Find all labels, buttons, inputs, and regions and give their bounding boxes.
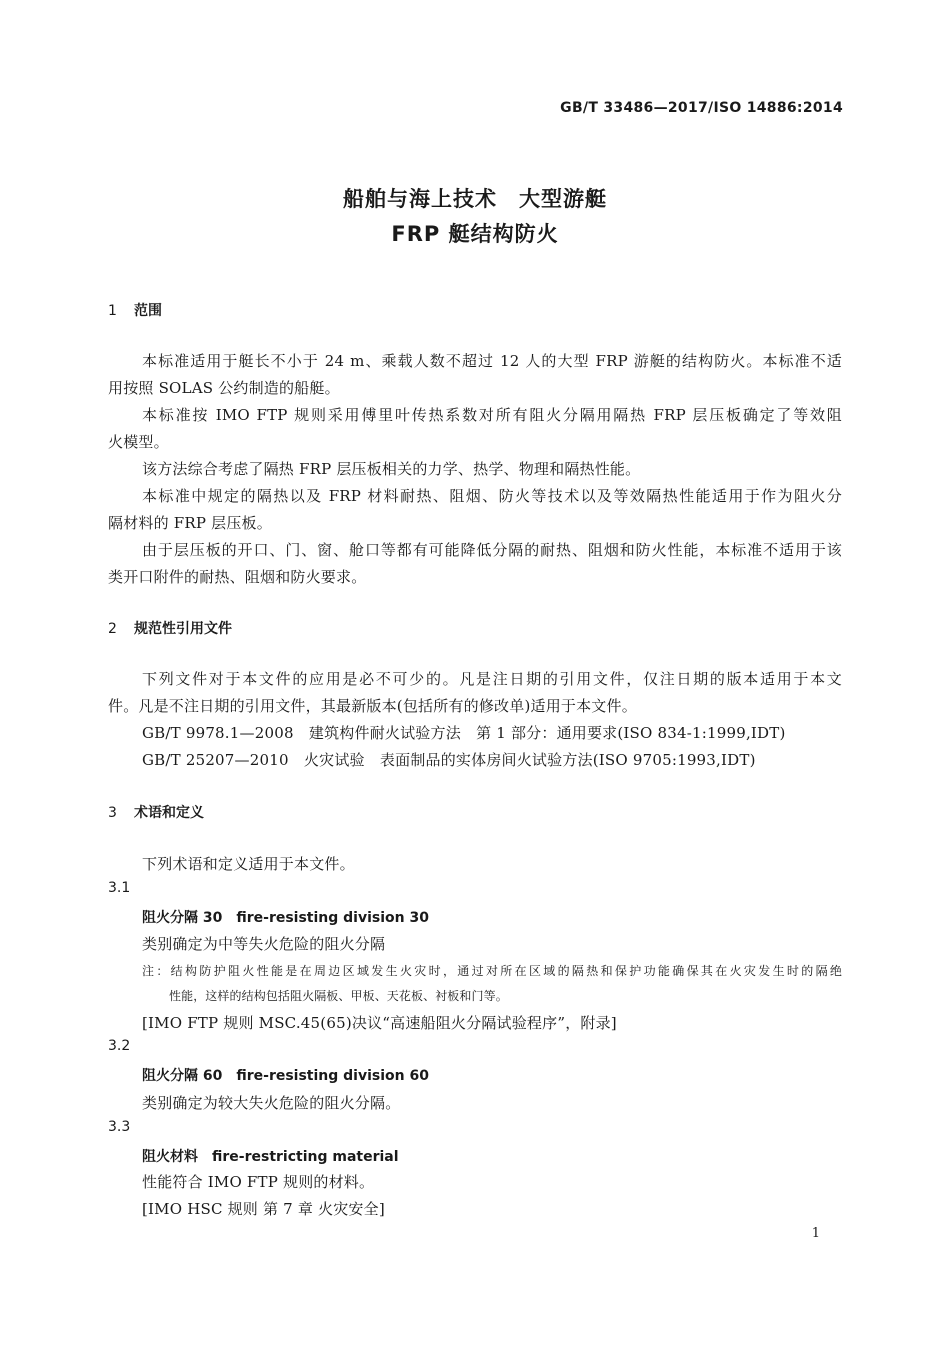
term-note: 注：结构防护阻火性能是在周边区域发生火灾时，通过对所在区域的隔热和保护功能确保其在火灾发生时的隔绝	[142, 964, 842, 978]
paragraph: 火模型。	[108, 433, 169, 451]
section-title: 规范性引用文件	[134, 621, 232, 637]
section-3-heading	[108, 802, 204, 822]
reference-item: GB/T 25207—2010 火灾试验 表面制品的实体房间火试验方法(ISO 9705:1993,IDT)	[142, 751, 756, 769]
section-title: 术语和定义	[134, 805, 204, 821]
standard-code-header: GB/T 33486—2017/ISO 14886:2014	[560, 100, 843, 116]
clause-number: 3.1	[108, 880, 131, 896]
paragraph: 隔材料的 FRP 层压板。	[108, 514, 272, 532]
section-number: 1	[108, 303, 117, 319]
clause-number: 3.2	[108, 1038, 131, 1054]
paragraph: 由于层压板的开口、门、窗、舱口等都有可能降低分隔的耐热、阻烟和防火性能，本标准不适用于该	[142, 541, 842, 559]
term-heading: 阻火材料 fire-restricting material	[142, 1149, 399, 1165]
term-note: 性能，这样的结构包括阻火隔板、甲板、天花板、衬板和门等。	[169, 989, 508, 1003]
term-heading: 阻火分隔 60 fire-resisting division 60	[142, 1068, 429, 1084]
paragraph: 下列术语和定义适用于本文件。	[142, 855, 355, 873]
term-definition: 性能符合 IMO FTP 规则的材料。	[142, 1173, 375, 1191]
reference-item: GB/T 9978.1—2008 建筑构件耐火试验方法 第 1 部分：通用要求(ISO 834-1:1999,IDT)	[142, 724, 786, 742]
term-source: [IMO HSC 规则 第 7 章 火灾安全]	[142, 1200, 385, 1218]
paragraph: 本标准中规定的隔热以及 FRP 材料耐热、阻烟、防火等技术以及等效隔热性能适用于作为阻火分	[142, 487, 842, 505]
paragraph: 该方法综合考虑了隔热 FRP 层压板相关的力学、热学、物理和隔热性能。	[142, 460, 641, 478]
document-title-line2: FRP 艇结构防火	[391, 222, 559, 246]
paragraph: 本标准按 IMO FTP 规则采用傅里叶传热系数对所有阻火分隔用隔热 FRP 层压板确定了等效阻	[142, 406, 842, 424]
clause-number: 3.3	[108, 1119, 131, 1135]
paragraph: 本标准适用于艇长不小于 24 m、乘载人数不超过 12 人的大型 FRP 游艇的结构防火。本标准不适	[142, 352, 842, 370]
term-definition: 类别确定为较大失火危险的阻火分隔。	[142, 1094, 401, 1112]
paragraph: 用按照 SOLAS 公约制造的船艇。	[108, 379, 340, 397]
section-title: 范围	[134, 303, 162, 319]
paragraph: 下列文件对于本文件的应用是必不可少的。凡是注日期的引用文件，仅注日期的版本适用于本文	[142, 670, 842, 688]
section-number: 2	[108, 621, 117, 637]
section-2-heading	[108, 618, 232, 638]
section-number: 3	[108, 805, 117, 821]
document-title-line1: 船舶与海上技术 大型游艇	[343, 187, 607, 211]
term-heading: 阻火分隔 30 fire-resisting division 30	[142, 910, 429, 926]
term-definition: 类别确定为中等失火危险的阻火分隔	[142, 935, 386, 953]
term-source: [IMO FTP 规则 MSC.45(65)决议“高速船阻火分隔试验程序”，附录]	[142, 1014, 617, 1032]
page-number: 1	[811, 1226, 820, 1241]
paragraph: 件。凡是不注日期的引用文件，其最新版本(包括所有的修改单)适用于本文件。	[108, 697, 637, 715]
paragraph: 类开口附件的耐热、阻烟和防火要求。	[108, 568, 367, 586]
section-1-heading	[108, 300, 162, 320]
